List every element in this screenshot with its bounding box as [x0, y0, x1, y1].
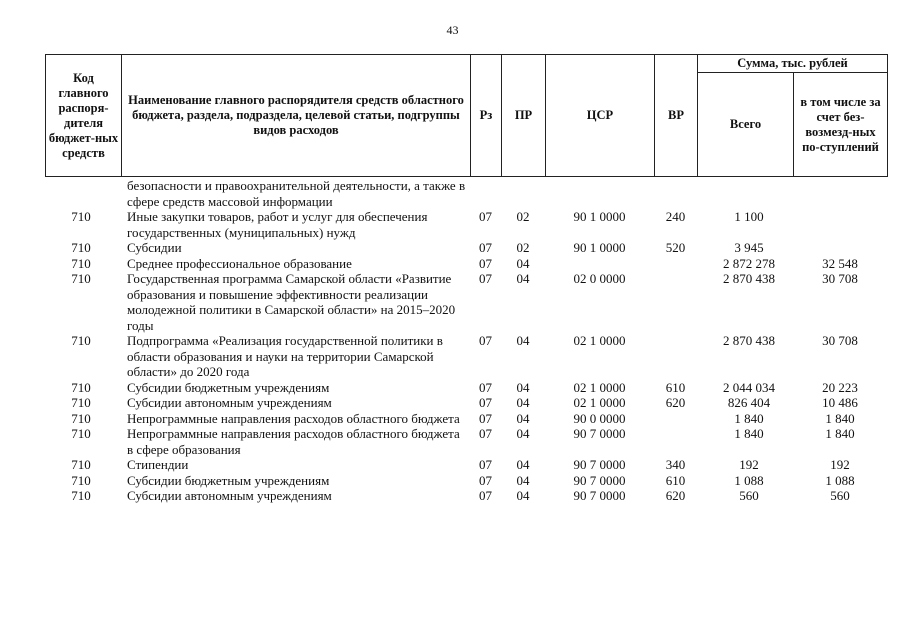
table-row	[45, 411, 887, 427]
table-row	[45, 271, 887, 333]
cell-rz	[470, 178, 501, 209]
cell-csr: 90 1 0000	[573, 240, 626, 255]
cell-total: 3 945	[734, 240, 764, 255]
cell-rz: 07	[479, 240, 492, 255]
cell-kod: 710	[71, 410, 91, 426]
table-header	[45, 54, 888, 177]
cell-incl: 30 708	[822, 333, 858, 348]
cell-vr: 520	[665, 240, 686, 255]
cell-pr: 04	[516, 426, 530, 441]
cell-name: Субсидии бюджетным учреждениям	[127, 472, 330, 488]
cell-csr: 90 7 0000	[573, 457, 626, 472]
cell-total: 1 088	[734, 472, 764, 488]
header-pr: ПР	[502, 55, 546, 177]
cell-pr: 02	[516, 209, 530, 224]
cell-incl: 560	[830, 488, 850, 503]
table-row	[45, 426, 887, 457]
table-row	[45, 457, 887, 473]
table-row	[45, 333, 887, 380]
cell-pr	[501, 178, 545, 209]
cell-kod: 710	[71, 472, 91, 488]
cell-vr	[654, 411, 697, 427]
cell-name: Непрограммные направления расходов областного бюджета	[127, 410, 460, 426]
cell-incl: 1 840	[825, 410, 855, 426]
cell-incl	[793, 209, 887, 240]
cell-csr: 90 7 0000	[573, 426, 626, 441]
cell-pr: 04	[516, 255, 530, 271]
cell-csr: 90 7 0000	[573, 488, 626, 503]
cell-pr: 04	[516, 472, 530, 488]
cell-pr: 04	[516, 395, 530, 410]
cell-kod: 710	[71, 426, 91, 441]
cell-rz: 07	[479, 472, 492, 488]
cell-vr: 610	[665, 472, 686, 488]
table-row	[45, 473, 887, 489]
cell-name: Стипендии	[127, 457, 189, 472]
cell-kod: 710	[71, 395, 91, 410]
cell-incl: 20 223	[822, 379, 858, 395]
cell-vr	[654, 333, 697, 380]
cell-pr: 04	[516, 333, 530, 348]
cell-csr: 90 0 0000	[573, 410, 626, 426]
cell-csr: 02 1 0000	[573, 395, 626, 410]
cell-incl: 32 548	[822, 255, 858, 271]
cell-incl: 1 840	[825, 426, 855, 441]
cell-incl: 30 708	[822, 271, 858, 286]
cell-pr: 04	[516, 410, 530, 426]
cell-total: 2 870 438	[723, 333, 775, 348]
cell-total: 1 100	[734, 209, 764, 224]
cell-csr	[545, 178, 654, 209]
cell-name: Субсидии бюджетным учреждениям	[127, 379, 330, 395]
cell-rz: 07	[479, 488, 492, 503]
cell-name: Субсидии автономным учреждениям	[127, 488, 332, 503]
cell-csr: 90 7 0000	[573, 472, 626, 488]
cell-vr: 240	[665, 209, 686, 224]
cell-name: Государственная программа Самарской области «Развитие образования и повышение эффективности реализации молодежной политики в Самарской области» на 2015–2020 годы	[127, 271, 456, 333]
header-csr: ЦСР	[546, 55, 655, 177]
cell-incl	[793, 240, 887, 256]
cell-vr	[654, 271, 697, 333]
cell-name: Субсидии автономным учреждениям	[127, 395, 332, 410]
cell-kod: 710	[71, 209, 91, 224]
cell-name: Иные закупки товаров, работ и услуг для обеспечения государственных (муниципальных) нужд	[127, 209, 428, 240]
cell-kod: 710	[71, 271, 91, 286]
cell-pr: 02	[516, 240, 530, 255]
cell-total: 560	[739, 488, 759, 503]
cell-total: 826 404	[727, 395, 771, 410]
header-sum: Сумма, тыс. рублей	[698, 55, 888, 73]
cell-incl: 192	[830, 457, 850, 472]
cell-name: безопасности и правоохранительной деятельности, а также в сфере средств массовой информации	[127, 178, 466, 209]
cell-incl: 10 486	[822, 395, 858, 410]
cell-kod: 710	[71, 333, 91, 348]
cell-rz: 07	[479, 333, 492, 348]
table-row	[45, 178, 887, 209]
cell-pr: 04	[516, 271, 530, 286]
cell-pr: 04	[516, 379, 530, 395]
cell-vr	[654, 178, 697, 209]
cell-rz: 07	[479, 379, 492, 395]
table-rows	[45, 178, 887, 504]
cell-rz: 07	[479, 209, 492, 224]
cell-kod: 710	[71, 255, 91, 271]
header-total: Всего	[698, 73, 794, 177]
cell-vr: 620	[665, 395, 686, 410]
cell-csr	[545, 256, 654, 272]
cell-kod	[45, 178, 121, 209]
table-row	[45, 395, 887, 411]
table-row	[45, 209, 887, 240]
page-number: 43	[446, 23, 459, 37]
cell-pr: 04	[516, 457, 530, 472]
budget-table-body	[45, 178, 887, 504]
cell-incl	[793, 178, 887, 209]
cell-incl: 1 088	[825, 472, 855, 488]
cell-total	[697, 178, 793, 209]
cell-name: Субсидии	[127, 240, 182, 255]
cell-total: 1 840	[734, 410, 764, 426]
header-name: Наименование главного распорядителя средств областного бюджета, раздела, подраздела, целевой статьи, подгруппы видов расходов	[122, 55, 471, 177]
cell-csr: 02 0 0000	[573, 271, 626, 286]
header-rz: Рз	[471, 55, 502, 177]
cell-pr: 04	[516, 488, 530, 503]
table-row	[45, 240, 887, 256]
cell-name: Среднее профессиональное образование	[127, 255, 352, 271]
cell-total: 2 044 034	[723, 379, 775, 395]
cell-total: 1 840	[734, 426, 764, 441]
cell-csr: 02 1 0000	[573, 333, 626, 348]
cell-vr	[654, 256, 697, 272]
cell-vr: 610	[665, 379, 686, 395]
cell-total: 2 870 438	[723, 271, 775, 286]
cell-vr	[654, 426, 697, 457]
cell-csr: 02 1 0000	[573, 379, 626, 395]
cell-name: Непрограммные направления расходов областного бюджета в сфере образования	[127, 426, 460, 457]
header-vr: ВР	[655, 55, 698, 177]
header-incl: в том числе за счет без-возмезд-ных по-ступлений	[794, 73, 888, 177]
cell-rz: 07	[479, 457, 492, 472]
table-row	[45, 488, 887, 504]
table-row	[45, 380, 887, 396]
cell-kod: 710	[71, 457, 91, 472]
header-kod: Код главного распоря-дителя бюджет-ных средств	[46, 55, 122, 177]
cell-rz: 07	[479, 255, 492, 271]
cell-vr: 620	[665, 488, 686, 503]
cell-csr: 90 1 0000	[573, 209, 626, 224]
cell-total: 192	[739, 457, 759, 472]
cell-kod: 710	[71, 240, 91, 255]
cell-rz: 07	[479, 426, 492, 441]
cell-kod: 710	[71, 488, 91, 503]
cell-vr: 340	[665, 457, 686, 472]
cell-rz: 07	[479, 395, 492, 410]
cell-rz: 07	[479, 271, 492, 286]
cell-name: Подпрограмма «Реализация государственной политики в области образования и науки на территории Самарской области» до 2020 года	[127, 333, 443, 379]
cell-rz: 07	[479, 410, 492, 426]
cell-total: 2 872 278	[723, 255, 775, 271]
cell-kod: 710	[71, 379, 91, 395]
table-row	[45, 256, 887, 272]
